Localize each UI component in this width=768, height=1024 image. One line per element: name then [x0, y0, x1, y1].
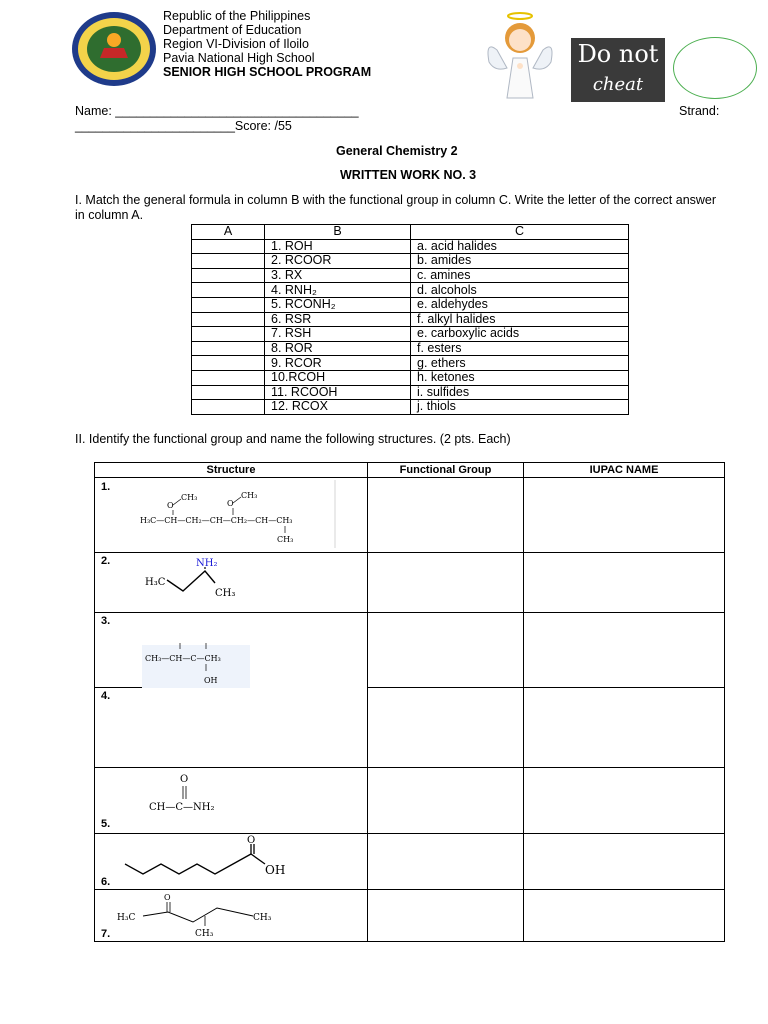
group-cell: b. amides — [411, 254, 629, 269]
iupac-name-answer-cell[interactable] — [524, 478, 725, 553]
structure-7-diagram — [95, 890, 367, 942]
functional-group-answer-cell[interactable] — [368, 553, 524, 613]
header-line-2: Department of Education — [163, 23, 302, 37]
formula-cell: 6. RSR — [265, 312, 411, 327]
formula-cell: 11. RCOOH — [265, 385, 411, 400]
functional-group-answer-cell[interactable] — [368, 688, 524, 768]
score-label: _______________________Score: /55 — [75, 119, 292, 133]
answer-cell[interactable] — [192, 312, 265, 327]
iupac-name-answer-cell[interactable] — [524, 613, 725, 688]
score-oval — [673, 37, 757, 99]
s2-nh2: NH₂ — [196, 558, 218, 569]
group-cell: g. ethers — [411, 356, 629, 371]
item-number: 2. — [101, 555, 111, 567]
group-cell: f. alkyl halides — [411, 312, 629, 327]
functional-group-answer-cell[interactable] — [368, 768, 524, 834]
s2-ch3: CH₃ — [215, 588, 236, 599]
sign-text-line2: cheat — [592, 74, 644, 95]
group-cell: d. alcohols — [411, 283, 629, 298]
answer-cell[interactable] — [192, 239, 265, 254]
col-b-header: B — [265, 225, 411, 240]
item-number: 1. — [101, 481, 111, 493]
formula-cell: 3. RX — [265, 268, 411, 283]
answer-cell[interactable] — [192, 341, 265, 356]
s7-h3c: H₃C — [117, 913, 136, 923]
s7-o: O — [164, 893, 171, 902]
s1-ch3-left: CH₃ — [181, 493, 198, 502]
work-title: WRITTEN WORK NO. 3 — [340, 168, 477, 182]
functional-group-answer-cell[interactable] — [368, 478, 524, 553]
structure-1-diagram — [95, 478, 367, 553]
s7-ch3-bottom: CH₃ — [195, 929, 214, 939]
answer-cell[interactable] — [192, 268, 265, 283]
functional-group-answer-cell[interactable] — [368, 613, 524, 688]
formula-cell: 12. RCOX — [265, 400, 411, 415]
formula-cell: 5. RCONH₂ — [265, 297, 411, 312]
answer-cell[interactable] — [192, 385, 265, 400]
group-cell: j. thiols — [411, 400, 629, 415]
part2-instruction: II. Identify the functional group and name the following structures. (2 pts. Each) — [75, 432, 511, 446]
s1-ch3-bottom: CH₃ — [277, 535, 294, 544]
iupac-name-answer-cell[interactable] — [524, 688, 725, 768]
s5-o: O — [180, 774, 189, 785]
matching-table — [191, 224, 629, 415]
group-cell: a. acid halides — [411, 239, 629, 254]
answer-cell[interactable] — [192, 370, 265, 385]
group-cell: c. amines — [411, 268, 629, 283]
item-number: 4. — [101, 690, 111, 702]
structure-cell — [95, 478, 368, 553]
iupac-name-answer-cell[interactable] — [524, 890, 725, 942]
structure-6-diagram — [95, 834, 367, 890]
functional-group-answer-cell[interactable] — [368, 834, 524, 890]
angel-illustration — [483, 10, 561, 102]
col-c-header: C — [411, 225, 629, 240]
structure-cell — [95, 890, 368, 942]
formula-cell: 8. ROR — [265, 341, 411, 356]
s7-ch3-right: CH₃ — [253, 913, 272, 923]
group-cell: e. aldehydes — [411, 297, 629, 312]
school-seal-logo — [70, 10, 158, 88]
functional-group-answer-cell[interactable] — [368, 890, 524, 942]
structure-cell — [95, 553, 368, 613]
s1-o-mid: O — [227, 499, 234, 508]
formula-cell: 10.RCOH — [265, 370, 411, 385]
s1-o-left: O — [167, 501, 174, 510]
answer-cell[interactable] — [192, 327, 265, 342]
structure-cell — [95, 768, 368, 834]
s6-oh: OH — [265, 863, 286, 877]
iupac-name-answer-cell[interactable] — [524, 834, 725, 890]
do-not-cheat-sign — [571, 38, 665, 102]
formula-cell: 7. RSH — [265, 327, 411, 342]
part1-instruction-line2: in column A. — [75, 208, 144, 222]
structure-2-diagram — [95, 553, 367, 613]
structure-5-diagram — [95, 768, 367, 834]
iupac-name-answer-cell[interactable] — [524, 553, 725, 613]
formula-cell: 4. RNH₂ — [265, 283, 411, 298]
formula-cell: 2. RCOOR — [265, 254, 411, 269]
header-line-1: Republic of the Philippines — [163, 9, 311, 23]
answer-cell[interactable] — [192, 356, 265, 371]
answer-cell[interactable] — [192, 283, 265, 298]
structure-cell — [95, 613, 368, 688]
part1-instruction-line1: I. Match the general formula in column B with the functional group in column C. Write the letter of the correct answer — [75, 193, 717, 207]
item-number: 5. — [101, 818, 111, 830]
s5-chain: CH—C—NH₂ — [149, 802, 215, 813]
iupac-name-answer-cell[interactable] — [524, 768, 725, 834]
group-cell: i. sulfides — [411, 385, 629, 400]
functional-group-header: Functional Group — [368, 463, 524, 478]
group-cell: f. esters — [411, 341, 629, 356]
col-a-header: A — [192, 225, 265, 240]
group-cell: h. ketones — [411, 370, 629, 385]
formula-cell: 1. ROH — [265, 239, 411, 254]
answer-cell[interactable] — [192, 254, 265, 269]
structure-3-diagram — [95, 613, 367, 688]
header-line-5: SENIOR HIGH SCHOOL PROGRAM — [163, 65, 372, 79]
item-number: 3. — [101, 615, 111, 627]
answer-cell[interactable] — [192, 400, 265, 415]
formula-cell: 9. RCOR — [265, 356, 411, 371]
item-number: 7. — [101, 928, 111, 940]
structure-header: Structure — [95, 463, 368, 478]
strand-label: Strand: — [679, 104, 720, 118]
s2-h3c: H₃C — [145, 577, 166, 588]
iupac-name-header: IUPAC NAME — [524, 463, 725, 478]
subject-title: General Chemistry 2 — [336, 144, 458, 158]
item-number: 6. — [101, 876, 111, 888]
s3-oh: OH — [204, 676, 218, 685]
header-line-3: Region VI-Division of Iloilo — [163, 37, 309, 51]
answer-cell[interactable] — [192, 297, 265, 312]
header-line-4: Pavia National High School — [163, 51, 315, 65]
structure-cell — [95, 834, 368, 890]
group-cell: e. carboxylic acids — [411, 327, 629, 342]
structure-cell — [95, 688, 368, 768]
s1-ch3-mid: CH₃ — [241, 491, 258, 500]
s1-chain: H₃C—CH—CH₂—CH—CH₂—CH—CH₃ — [140, 516, 293, 525]
sign-text-line1: Do not — [577, 40, 659, 68]
name-label: Name: ___________________________________ — [75, 104, 359, 118]
s6-o: O — [247, 835, 256, 846]
identification-table — [94, 462, 725, 942]
s3-chain: CH₃—CH—C—CH₃ — [145, 654, 221, 663]
